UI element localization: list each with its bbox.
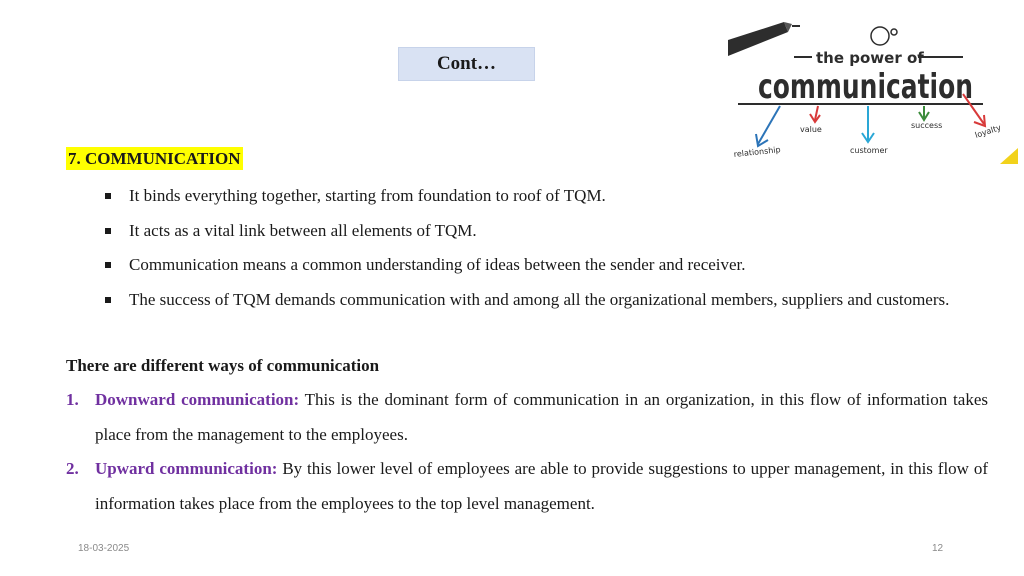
bullet-item: [103, 248, 988, 283]
label-success: success: [911, 121, 943, 130]
square-bullet-icon: [105, 228, 111, 234]
bullet-text: The success of TQM demands communication with and among all the organizational members, suppliers and customers.: [129, 289, 950, 309]
numbered-item: [66, 452, 988, 521]
bullet-item: [103, 179, 988, 214]
page-number: 12: [932, 543, 944, 554]
label-customer: customer: [850, 146, 888, 155]
bullet-text: It acts as a vital link between all elements of TQM.: [129, 220, 477, 240]
item-number: 1.: [66, 390, 79, 409]
item-term: Downward communication:: [95, 390, 300, 409]
hero-text-top: the power of: [816, 49, 924, 67]
item-term: Upward communication:: [95, 459, 278, 478]
bullet-text: Communication means a common understanding of ideas between the sender and receiver.: [129, 255, 746, 274]
section-heading: 7. COMMUNICATION: [68, 149, 241, 168]
square-bullet-icon: [105, 297, 111, 303]
hero-text-main: communication: [758, 67, 973, 107]
label-loyalty: loyalty: [973, 123, 1003, 140]
numbered-list: [66, 383, 988, 521]
item-text: This is the dominant form of communication in an organization, in this flow of information takes place from the management to the employees.: [95, 390, 988, 444]
item-text: By this lower level of employees are able to provide suggestions to upper management, in this flow of information takes place from the employees to the top level management.: [95, 459, 988, 513]
ways-heading: There are different ways of communication: [66, 356, 380, 375]
square-bullet-icon: [105, 193, 111, 199]
bullet-item: [103, 214, 988, 249]
communication-hero-image: [728, 18, 1018, 168]
item-number: 2.: [66, 459, 79, 478]
numbered-item: [66, 383, 988, 452]
label-value: value: [800, 125, 822, 134]
slide-title: Cont…: [398, 47, 535, 81]
square-bullet-icon: [105, 262, 111, 268]
bullet-text: It binds everything together, starting from foundation to roof of TQM.: [129, 186, 606, 205]
bullet-list: [103, 179, 988, 317]
label-relationship: relationship: [733, 145, 781, 159]
footer-date: 18-03-2025: [78, 543, 130, 554]
bullet-item: [103, 283, 988, 318]
